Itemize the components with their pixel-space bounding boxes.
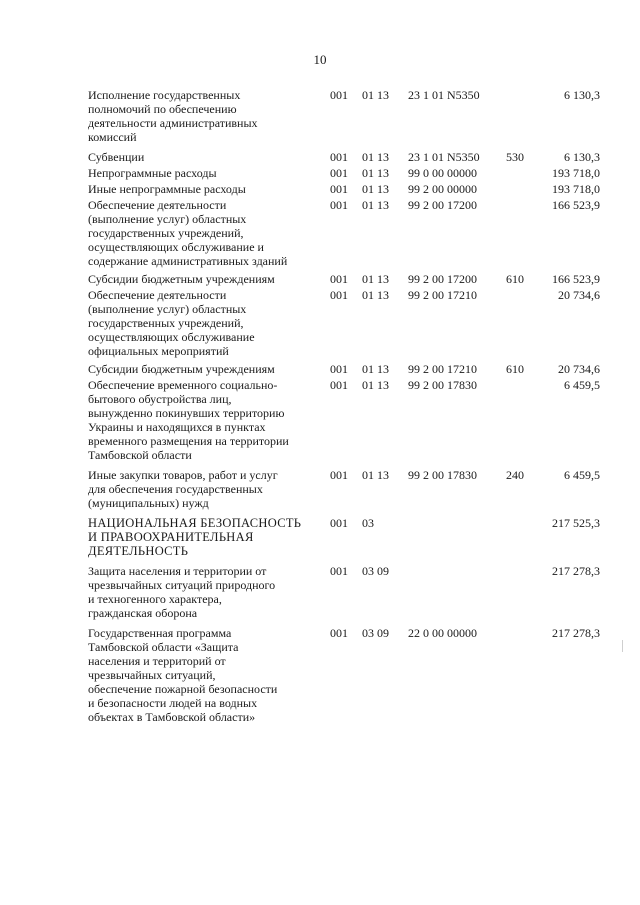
- section-code: 03 09: [362, 564, 389, 578]
- table-row: [88, 378, 608, 462]
- section-heading: НАЦИОНАЛЬНАЯ БЕЗОПАСНОСТЬ И ПРАВООХРАНИТЕЛЬНАЯ ДЕЯТЕЛЬНОСТЬ: [88, 516, 302, 558]
- table-row: [88, 198, 608, 268]
- section-code: 01 13: [362, 88, 389, 102]
- ministry-code: 001: [330, 88, 348, 102]
- row-name: Субсидии бюджетным учреждениям: [88, 272, 275, 286]
- row-name: Субсидии бюджетным учреждениям: [88, 362, 275, 376]
- expense-code: 610: [506, 362, 524, 376]
- amount: 6 130,3: [564, 150, 600, 164]
- section-code: 01 13: [362, 166, 389, 180]
- ministry-code: 001: [330, 516, 348, 530]
- section-code: 01 13: [362, 150, 389, 164]
- row-name: Субвенции: [88, 150, 145, 164]
- expense-code: 610: [506, 272, 524, 286]
- amount: 6 130,3: [564, 88, 600, 102]
- table-row: [88, 88, 608, 144]
- table-row: [88, 272, 608, 286]
- amount: 193 718,0: [552, 182, 600, 196]
- section-code: 01 13: [362, 182, 389, 196]
- row-name: Обеспечение временного социально- бытового обустройства лиц, вынужденно покинувших территорию Украины и находящихся в пунктах временного размещения на территории Тамбовской области: [88, 378, 289, 462]
- row-name: Иные непрограммные расходы: [88, 182, 246, 196]
- ministry-code: 001: [330, 378, 348, 392]
- target-code: 99 2 00 17830: [408, 468, 477, 482]
- page-number: 10: [313, 52, 327, 67]
- section-code: 01 13: [362, 198, 389, 212]
- target-code: 99 2 00 17830: [408, 378, 477, 392]
- table-row: [88, 468, 608, 510]
- target-code: 23 1 01 N5350: [408, 150, 480, 164]
- ministry-code: 001: [330, 468, 348, 482]
- table-row: [88, 362, 608, 376]
- section-code: 03: [362, 516, 374, 530]
- expense-code: 530: [506, 150, 524, 164]
- table-row: [88, 564, 608, 620]
- amount: 217 278,3: [552, 626, 600, 640]
- table-row: [88, 182, 608, 196]
- amount: 217 525,3: [552, 516, 600, 530]
- row-name: Непрограммные расходы: [88, 166, 217, 180]
- ministry-code: 001: [330, 150, 348, 164]
- ministry-code: 001: [330, 166, 348, 180]
- amount: 6 459,5: [564, 468, 600, 482]
- section-code: 01 13: [362, 362, 389, 376]
- amount: 20 734,6: [558, 288, 600, 302]
- ministry-code: 001: [330, 198, 348, 212]
- amount: 6 459,5: [564, 378, 600, 392]
- budget-table: [88, 88, 608, 724]
- row-name: Иные закупки товаров, работ и услуг для обеспечения государственных (муниципальных) нужд: [88, 468, 278, 510]
- amount: 193 718,0: [552, 166, 600, 180]
- ministry-code: 001: [330, 288, 348, 302]
- expense-code: 240: [506, 468, 524, 482]
- ministry-code: 001: [330, 182, 348, 196]
- target-code: 22 0 00 00000: [408, 626, 477, 640]
- row-name: Государственная программа Тамбовской области «Защита населения и территорий от чрезвычайных ситуаций, обеспечение пожарной безопасности и безопасности людей на водных объектах в Тамбовской области»: [88, 626, 278, 724]
- amount: 217 278,3: [552, 564, 600, 578]
- row-name: Обеспечение деятельности (выполнение услуг) областных государственных учреждений, осуществляющих обслуживание официальных мероприятий: [88, 288, 255, 358]
- amount: 166 523,9: [552, 272, 600, 286]
- table-row: [88, 626, 608, 724]
- section-code: 03 09: [362, 626, 389, 640]
- section-code: 01 13: [362, 468, 389, 482]
- target-code: 99 0 00 00000: [408, 166, 477, 180]
- section-code: 01 13: [362, 288, 389, 302]
- section-heading-row: [88, 516, 608, 558]
- ministry-code: 001: [330, 272, 348, 286]
- section-code: 01 13: [362, 272, 389, 286]
- target-code: 99 2 00 17210: [408, 288, 477, 302]
- amount: 166 523,9: [552, 198, 600, 212]
- table-row: [88, 288, 608, 358]
- table-row: [88, 166, 608, 180]
- ministry-code: 001: [330, 626, 348, 640]
- target-code: 99 2 00 17200: [408, 272, 477, 286]
- row-name: Исполнение государственных полномочий по обеспечению деятельности административных комиссий: [88, 88, 258, 144]
- target-code: 23 1 01 N5350: [408, 88, 480, 102]
- target-code: 99 2 00 17210: [408, 362, 477, 376]
- target-code: 99 2 00 17200: [408, 198, 477, 212]
- ministry-code: 001: [330, 564, 348, 578]
- row-name: Защита населения и территории от чрезвычайных ситуаций природного и техногенного характера, гражданская оборона: [88, 564, 276, 620]
- scan-artifact: [622, 640, 623, 652]
- ministry-code: 001: [330, 362, 348, 376]
- section-code: 01 13: [362, 378, 389, 392]
- row-name: Обеспечение деятельности (выполнение услуг) областных государственных учреждений, осуществляющих обслуживание и содержание административных зданий: [88, 198, 288, 268]
- amount: 20 734,6: [558, 362, 600, 376]
- target-code: 99 2 00 00000: [408, 182, 477, 196]
- table-row: [88, 150, 608, 164]
